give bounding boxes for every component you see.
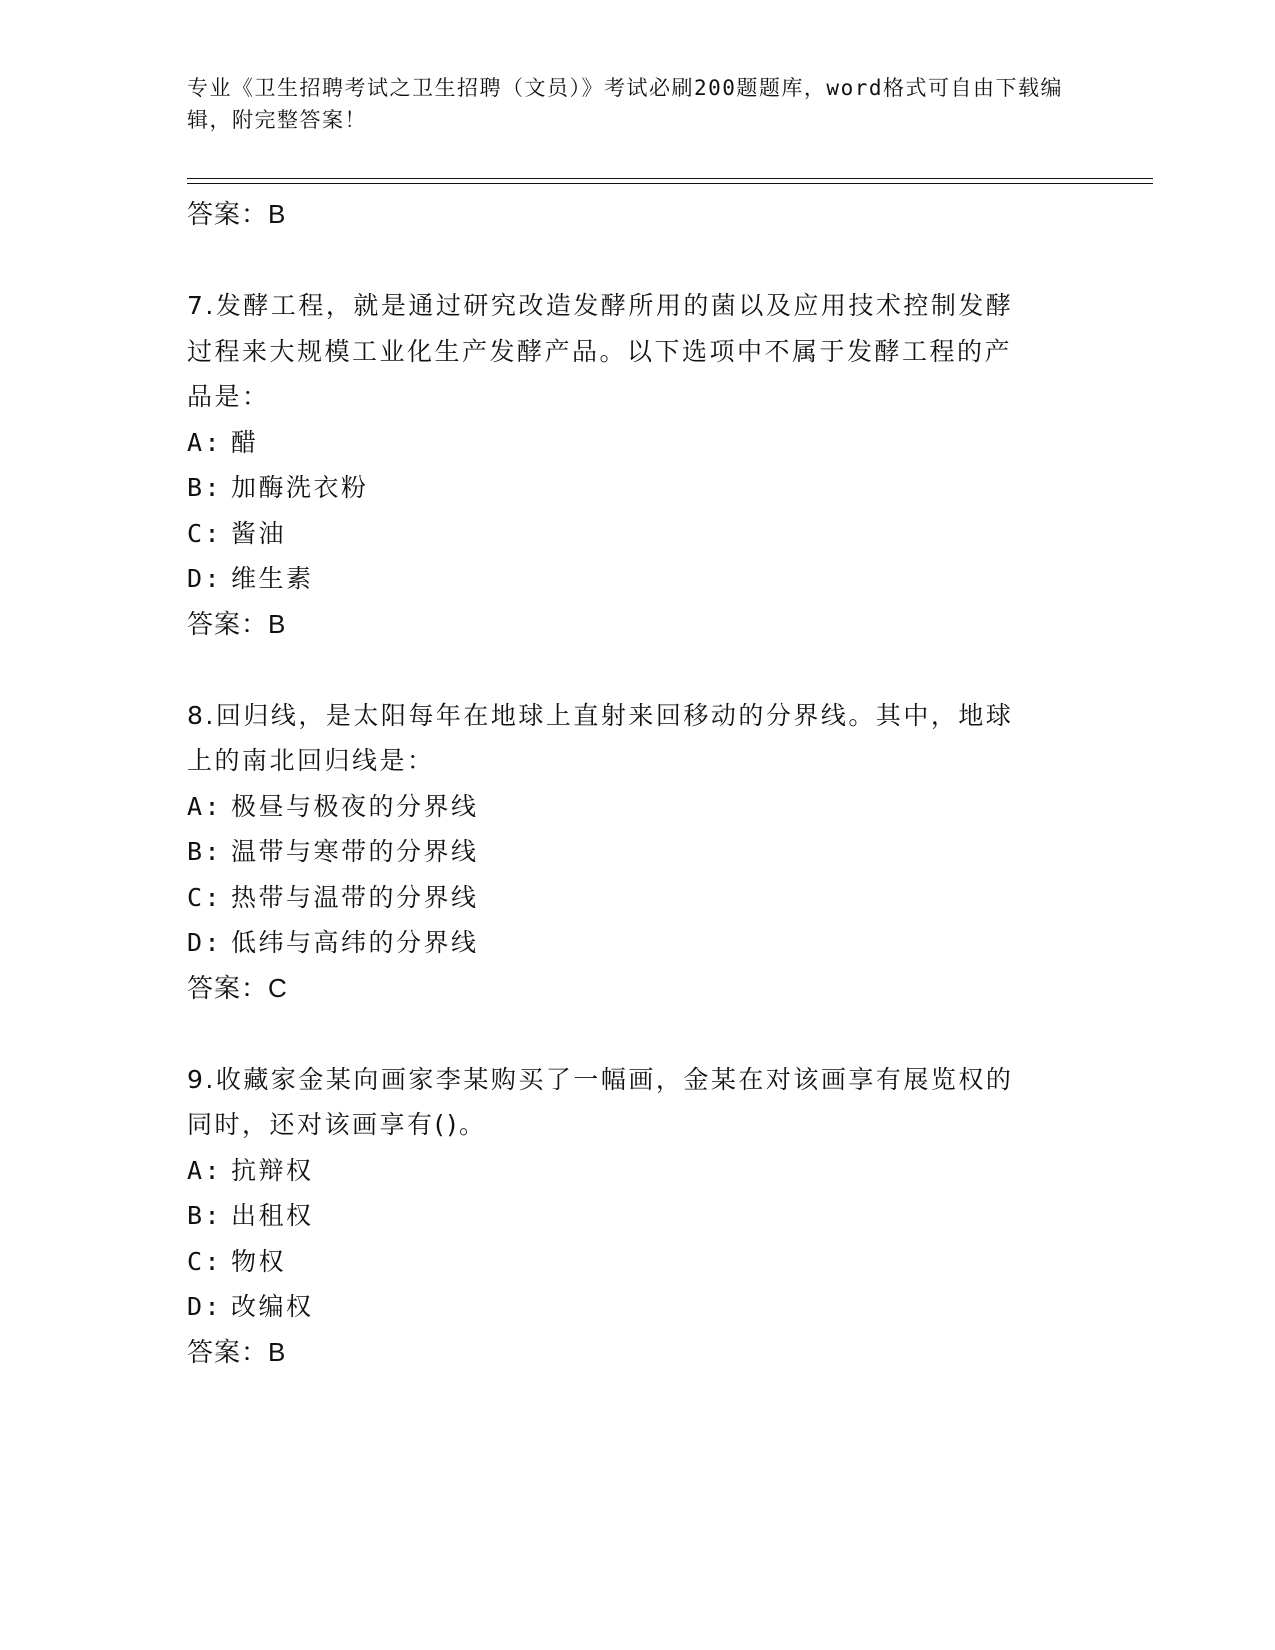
- question-block: [187, 1057, 1067, 1376]
- document-header: 专业《卫生招聘考试之卫生招聘（文员）》考试必刷200题题库，word格式可自由下载编辑，附完整答案！: [187, 76, 1063, 132]
- option-text: 热带与温带的分界线: [231, 882, 479, 912]
- option-key: B:: [187, 1201, 223, 1230]
- option-key: C:: [187, 882, 223, 912]
- option-text: 酱油: [231, 518, 287, 548]
- option-key: D:: [187, 564, 223, 593]
- option-key: B:: [187, 837, 223, 866]
- option-c: [187, 1239, 1067, 1285]
- option-c: [187, 511, 1067, 557]
- option-b: [187, 1193, 1067, 1239]
- option-c: [187, 875, 1067, 921]
- option-d: [187, 1284, 1067, 1330]
- answer-line: 答案：B: [187, 608, 287, 639]
- option-key: A:: [187, 791, 223, 821]
- option-text: 抗辩权: [231, 1155, 314, 1185]
- option-text: 改编权: [231, 1292, 314, 1321]
- option-key: B:: [187, 473, 223, 502]
- question-block: [187, 693, 1067, 1012]
- option-d: [187, 920, 1067, 966]
- option-key: D:: [187, 928, 223, 957]
- option-key: A:: [187, 1155, 223, 1185]
- spacer: [187, 1011, 1067, 1057]
- answer-line: 答案：B: [187, 1336, 287, 1367]
- option-text: 出租权: [231, 1201, 314, 1230]
- option-text: 极昼与极夜的分界线: [231, 791, 479, 821]
- header-divider-top: [187, 178, 1153, 179]
- option-a: [187, 420, 1067, 466]
- question-block: [187, 283, 1067, 647]
- answer-line: 答案：B: [187, 199, 287, 229]
- option-a: [187, 784, 1067, 830]
- option-text: 物权: [231, 1246, 287, 1276]
- option-text: 加酶洗衣粉: [231, 473, 369, 502]
- option-text: 低纬与高纬的分界线: [231, 928, 479, 957]
- spacer: [187, 238, 1067, 284]
- question-text: 8.回归线，是太阳每年在地球上直射来回移动的分界线。其中，地球上的南北回归线是：: [187, 700, 1014, 775]
- header-divider-bottom: [187, 183, 1153, 184]
- option-key: C:: [187, 1246, 223, 1276]
- question-list: [187, 192, 1067, 1375]
- option-b: [187, 829, 1067, 875]
- option-key: D:: [187, 1292, 223, 1321]
- option-b: [187, 465, 1067, 511]
- question-text: 9.收藏家金某向画家李某购买了一幅画，金某在对该画享有展览权的同时，还对该画享有()。: [187, 1064, 1014, 1139]
- option-a: [187, 1148, 1067, 1194]
- option-key: A:: [187, 427, 223, 457]
- answer-line: 答案：C: [187, 972, 288, 1003]
- option-d: [187, 556, 1067, 602]
- question-text: 7.发酵工程，就是通过研究改造发酵所用的菌以及应用技术控制发酵过程来大规模工业化生产发酵产品。以下选项中不属于发酵工程的产品是：: [187, 291, 1014, 411]
- option-text: 维生素: [231, 564, 314, 593]
- option-text: 温带与寒带的分界线: [231, 837, 479, 866]
- option-key: C:: [187, 518, 223, 548]
- spacer: [187, 647, 1067, 693]
- option-text: 醋: [231, 427, 259, 457]
